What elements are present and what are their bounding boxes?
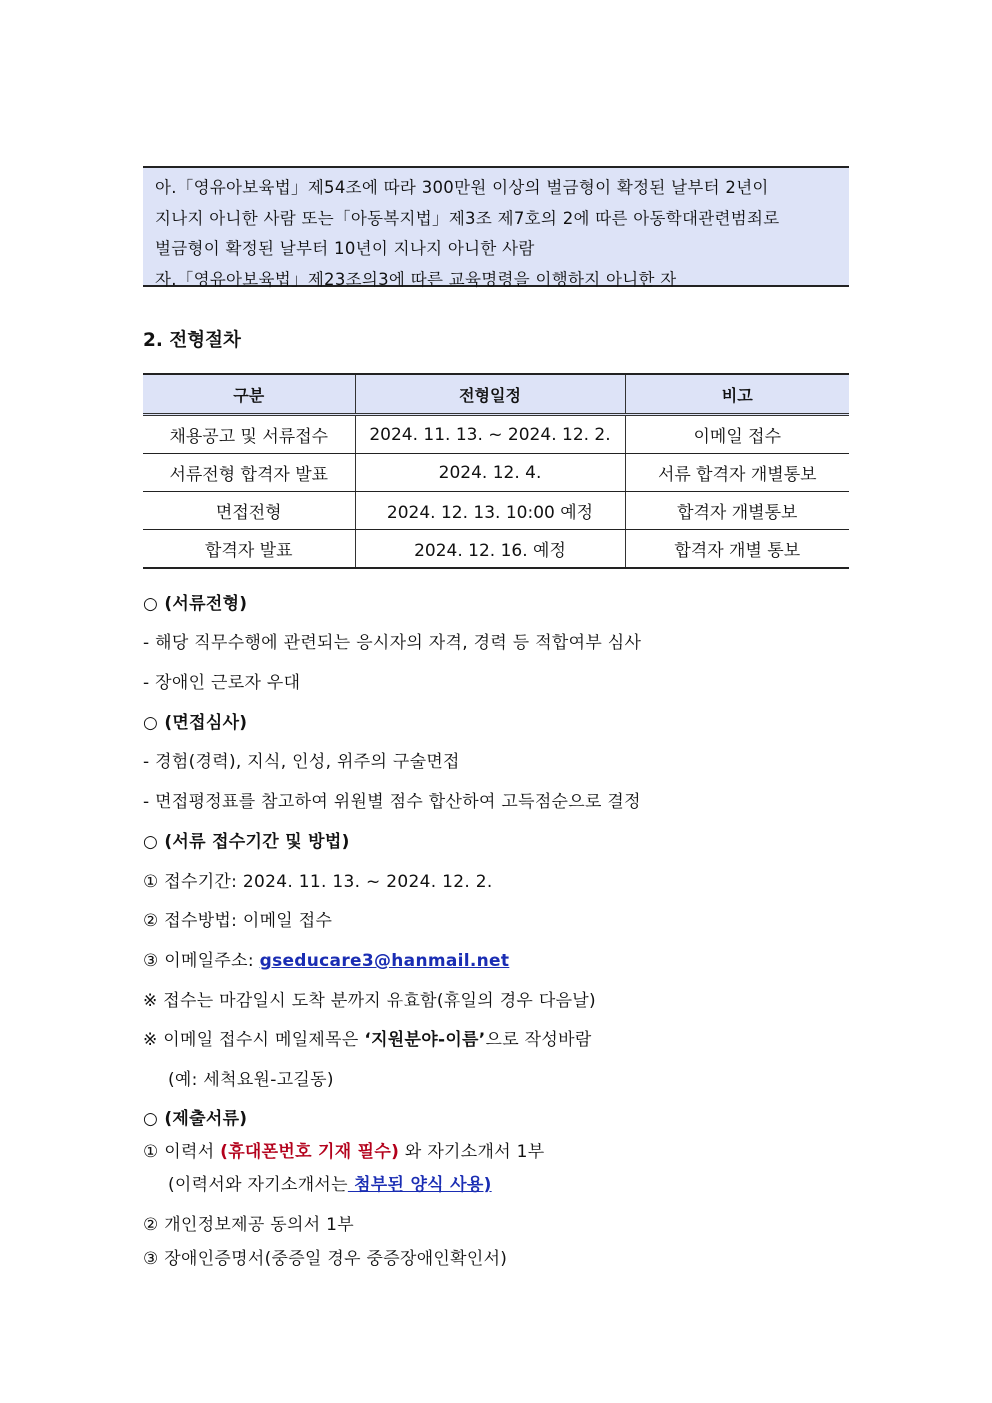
documents-title: ○ (제출서류) <box>143 1109 248 1129</box>
table-cell: 채용공고 및 서류접수 <box>143 415 355 454</box>
notice-box <box>143 166 849 287</box>
table-cell: 이메일 접수 <box>625 415 849 454</box>
table-cell: 서류전형 합격자 발표 <box>143 454 355 492</box>
table-row <box>143 454 849 492</box>
application-method: ② 접수방법: 이메일 접수 <box>143 911 333 931</box>
interview-item: - 면접평정표를 참고하여 위원별 점수 합산하여 고득점순으로 결정 <box>143 792 641 812</box>
table-cell: 합격자 개별통보 <box>625 492 849 530</box>
schedule-table <box>143 373 849 569</box>
email-link[interactable]: gseducare3@hanmail.net <box>259 951 510 971</box>
table-cell: 면접전형 <box>143 492 355 530</box>
table-cell: 서류 합격자 개별통보 <box>625 454 849 492</box>
application-example: (예: 세척요원-고길동) <box>168 1070 334 1090</box>
header-category: 구분 <box>143 374 355 415</box>
documents-item-1 <box>143 1137 544 1162</box>
table-header-row <box>143 374 849 415</box>
documents-item-2: ② 개인정보제공 동의서 1부 <box>143 1215 354 1235</box>
table-cell: 2024. 11. 13. ~ 2024. 12. 2. <box>355 415 625 454</box>
note-text: 으로 작성바람 <box>485 1030 592 1050</box>
header-note: 비고 <box>625 374 849 415</box>
table-cell: 2024. 12. 13. 10:00 예정 <box>355 492 625 530</box>
document-screening-item: - 해당 직무수행에 관련되는 응시자의 자격, 경력 등 적합여부 심사 <box>143 633 642 653</box>
interview-title: ○ (면접심사) <box>143 713 248 733</box>
notice-line: 지나지 아니한 사람 또는「아동복지법」제3조 제7호의 2에 따른 아동학대관련범죄로 <box>155 209 780 228</box>
attached-form-link: 첨부된 양식 사용) <box>347 1175 492 1195</box>
table-row <box>143 530 849 569</box>
notice-line: 자.「영유아보육법」제23조의3에 따른 교육명령을 이행하지 아니한 자 <box>155 270 677 289</box>
notice-line: 아.「영유아보육법」제54조에 따라 300만원 이상의 벌금형이 확정된 날부터 2년이 <box>155 178 769 197</box>
notice-line: 벌금형이 확정된 날부터 10년이 지나지 아니한 사람 <box>155 239 535 258</box>
table-cell: 합격자 개별 통보 <box>625 530 849 569</box>
application-title: ○ (서류 접수기간 및 방법) <box>143 832 350 852</box>
doc-text: ① 이력서 <box>143 1142 221 1162</box>
document-screening-title: ○ (서류전형) <box>143 594 248 614</box>
note-text: ※ 이메일 접수시 메일제목은 <box>143 1030 365 1050</box>
application-email-line <box>143 946 509 971</box>
section-title: 2. 전형절차 <box>143 330 241 351</box>
application-note-title <box>143 1025 592 1050</box>
table-cell: 2024. 12. 4. <box>355 454 625 492</box>
documents-item-1-note <box>168 1170 492 1195</box>
table-cell: 합격자 발표 <box>143 530 355 569</box>
email-label: ③ 이메일주소: <box>143 951 260 971</box>
interview-item: - 경험(경력), 지식, 인성, 위주의 구술면접 <box>143 752 460 772</box>
doc-note-text: (이력서와 자기소개서는 <box>168 1175 348 1195</box>
table-cell: 2024. 12. 16. 예정 <box>355 530 625 569</box>
application-note: ※ 접수는 마감일시 도착 분까지 유효함(휴일의 경우 다음날) <box>143 991 596 1011</box>
table-row <box>143 415 849 454</box>
header-schedule: 전형일정 <box>355 374 625 415</box>
doc-text: 와 자기소개서 1부 <box>399 1142 545 1162</box>
table-row <box>143 492 849 530</box>
application-period: ① 접수기간: 2024. 11. 13. ~ 2024. 12. 2. <box>143 872 493 892</box>
note-emphasis: ‘지원분야-이름’ <box>364 1030 486 1050</box>
doc-required-note: (휴대폰번호 기재 필수) <box>220 1142 400 1162</box>
documents-item-3: ③ 장애인증명서(중증일 경우 중증장애인확인서) <box>143 1249 508 1269</box>
document-screening-item: - 장애인 근로자 우대 <box>143 673 301 693</box>
